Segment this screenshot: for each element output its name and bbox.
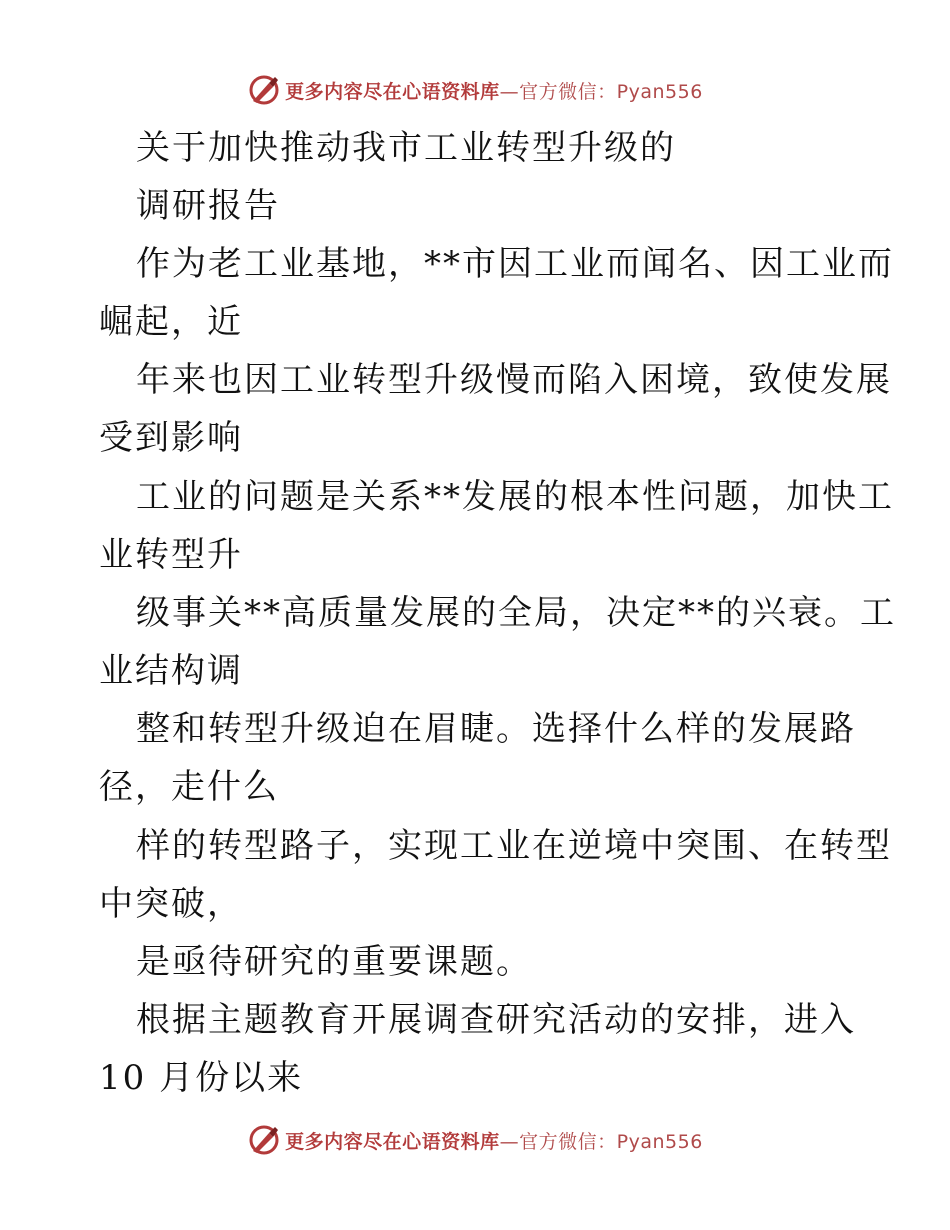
watermark-tail: 官方微信：Pyan556 [519, 1130, 703, 1153]
doc-title-line-2: 调研报告 [136, 186, 280, 226]
paragraph-line: 受到影响 [99, 418, 243, 458]
watermark-text [285, 1127, 703, 1154]
paragraph-line: 整和转型升级迫在眉睫。选择什么样的发展路 [136, 709, 856, 749]
footer-watermark [0, 1120, 950, 1160]
paragraph-line: 工业的问题是关系**发展的根本性问题，加快工 [136, 477, 894, 517]
watermark-tail: 官方微信：Pyan556 [519, 80, 703, 103]
paragraph-line: 年来也因工业转型升级慢而陷入困境，致使发展 [136, 360, 892, 400]
paragraph-line: 是亟待研究的重要课题。 [136, 942, 532, 982]
pen-logo-icon [247, 73, 281, 107]
paragraph-line: 业转型升 [99, 535, 243, 575]
pen-logo-icon [247, 1123, 281, 1157]
paragraph-line: 崛起，近 [99, 302, 243, 342]
paragraph-line: 中突破， [99, 884, 243, 924]
paragraph-line: 根据主题教育开展调查研究活动的安排，进入 [136, 1000, 856, 1040]
watermark-dash: — [499, 1130, 520, 1153]
paragraph-line: 样的转型路子，实现工业在逆境中突围、在转型 [136, 826, 892, 866]
watermark-lead: 更多内容尽在心语资料库 [285, 1130, 500, 1153]
watermark-lead: 更多内容尽在心语资料库 [285, 80, 500, 103]
paragraph-line: 径，走什么 [99, 767, 279, 807]
watermark-dash: — [499, 80, 520, 103]
paragraph-line: 10 月份以来 [99, 1058, 304, 1098]
doc-title-line-1: 关于加快推动我市工业转型升级的 [136, 128, 676, 168]
paragraph-line: 业结构调 [99, 651, 243, 691]
paragraph-line: 作为老工业基地，**市因工业而闻名、因工业而 [136, 244, 894, 284]
paragraph-line: 级事关**高质量发展的全局，决定**的兴衰。工 [136, 593, 896, 633]
header-watermark [0, 70, 950, 110]
watermark-text [285, 77, 703, 104]
